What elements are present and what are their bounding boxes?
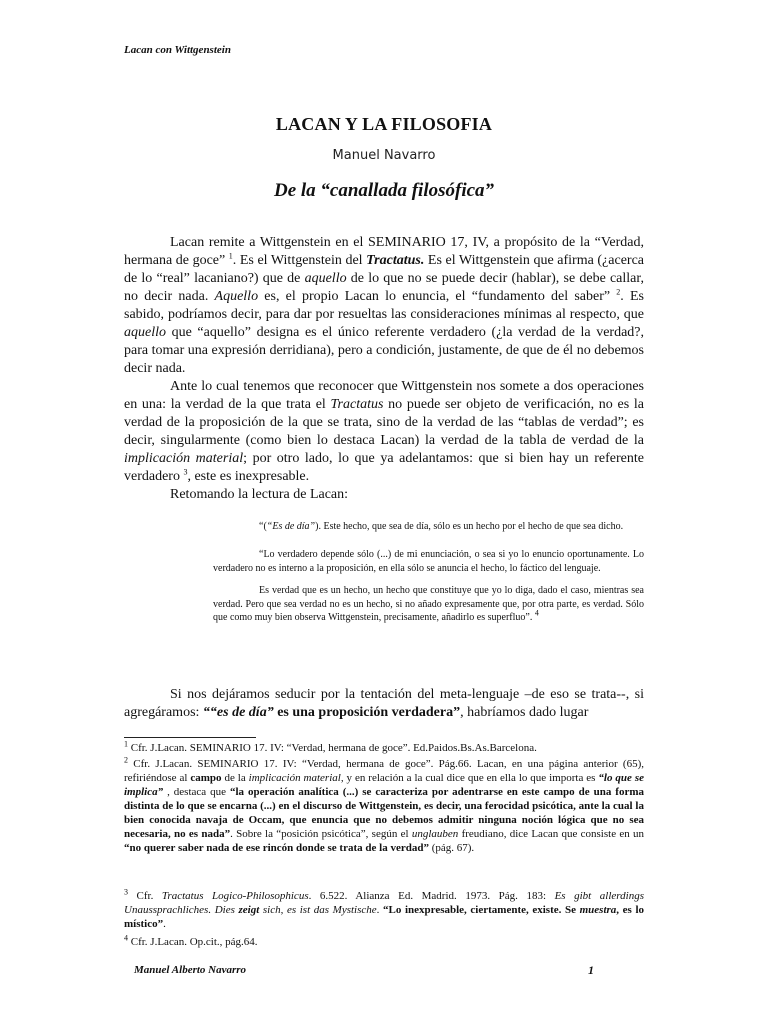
paragraph-2: Ante lo cual tenemos que reconocer que Wittgenstein nos somete a dos operaciones en una: la verdad de la que trata el Tractatus no puede ser objeto de verificación, no es la verdad de la proposición de la que se trata, sino de la verdad de las “tablas de verdad”; es decir, singularmente (como bien lo destaca Lacan) la verdad de la tabla de verdad de la implicación material; por otro lado, lo que ya adelantamos: que si bien hay un referente verdadero $^3$, este es inexpresable. [124,379,644,484]
running-head: Lacan con Wittgenstein [124,44,231,56]
footnote-ref-4[interactable]: 4 [534,608,539,618]
author-name: Manuel Navarro [332,148,436,163]
footnote-3: $^3$ Cfr. Tractatus Logico-Philosophicus. 6.522. Alianza Ed. Madrid. 1973. Pág. 183: Es gibt allerdings Unaussprachliches. Dies zeigt sich, es ist das Mystische. “Lo inexpresable, ciertamente, existe. Se muestra, es lo místico”. [124,887,644,930]
paragraph-4: Si nos dejáramos seducir por la tentación del meta-lenguaje –de eso se trata--, si agregáramos: ““es de día” es una proposición verdadera”, habríamos dado lugar [124,687,644,720]
quote-line-1: “(“Es de día”). Este hecho, que sea de día, sólo es un hecho por el hecho de que sea dicho. [259,521,624,532]
footnote-ref-2[interactable]: 2 [616,287,621,297]
footnote-ref-3[interactable]: 3 [183,467,188,477]
footer-author: Manuel Alberto Navarro [134,964,247,976]
page-title: LACAN Y LA FILOSOFIA [275,114,493,134]
paragraph-3: Retomando la lectura de Lacan: [170,487,349,502]
quote-line-3: Es verdad que es un hecho, un hecho que constituye que yo lo diga, dado el caso, mientras sea verdad. Pero que sea verdad no es un hecho, si no añado expresamente que, por otra parte, es verdad. Sólo que como muy bien observa Wittgenstein, precisamente, añadirlo es superfluo”. $^4$ [213,585,644,623]
page-number: 1 [588,963,594,977]
footnote-1: $^1$ Cfr. J.Lacan. SEMINARIO 17. IV: “Verdad, hermana de goce”. Ed.Paidos.Bs.As.Barcelona. [124,739,537,754]
footnote-ref-1[interactable]: 1 [228,251,233,261]
footnote-divider [124,737,256,738]
footnote-2: $^2$ Cfr. J.Lacan. SEMINARIO 17. IV: “Verdad, hermana de goce”. Pág.66. Lacan, en una página anterior (65), refiriéndose al campo de la implicación material, y en relación a la cual dice que en ella lo que importa es “lo que se implica” , destaca que “la operación analítica (...) se caracteriza por adentrarse en este campo de una forma distinta de lo que se encarna (...) en el discurso de Wittgenstein, es decir, una ferocidad psicótica, ante la cual la bien conocida navaja de Occam, que enuncia que no debemos admitir ninguna noción lógica que no sea necesaria, no es nada”. Sobre la “posición psicótica”, según el unglauben freudiano, dice Lacan que consiste en un “no querer saber nada de ese rincón donde se trata de la verdad” (pág. 67). [124,755,645,854]
quote-line-2: “Lo verdadero depende sólo (...) de mi enunciación, o sea si yo lo enuncio oportunamente. Lo verdadero no es interno a la proposición, en ella sólo se anuncia el hecho, lo fáctico del lenguaje. [213,549,644,574]
section-subtitle: De la “canallada filosófica” [273,180,495,201]
footnote-4: $^4$ Cfr. J.Lacan. Op.cit., pág.64. [124,933,258,948]
paragraph-1: Lacan remite a Wittgenstein en el SEMINARIO 17, IV, a propósito de la “Verdad, hermana de goce” $^1$. Es el Wittgenstein del Tractatus. Es el Wittgenstein que afirma (¿acerca de lo “real” lacaniano?) que de aquello de lo que no se puede decir (hablar), se debe callar, no decir nada. Aquello es, el propio Lacan lo enuncia, el “fundamento del saber” $^2$. Es sabido, podríamos decir, para dar por resueltas las consideraciones mínimas al respecto, que aquello que “aquello” designa es el único referente verdadero (¿la verdad de la verdad?, para tomar una expresión derridiana), pero a condición, justamente, de que de él no debemos decir nada. [124,235,644,376]
